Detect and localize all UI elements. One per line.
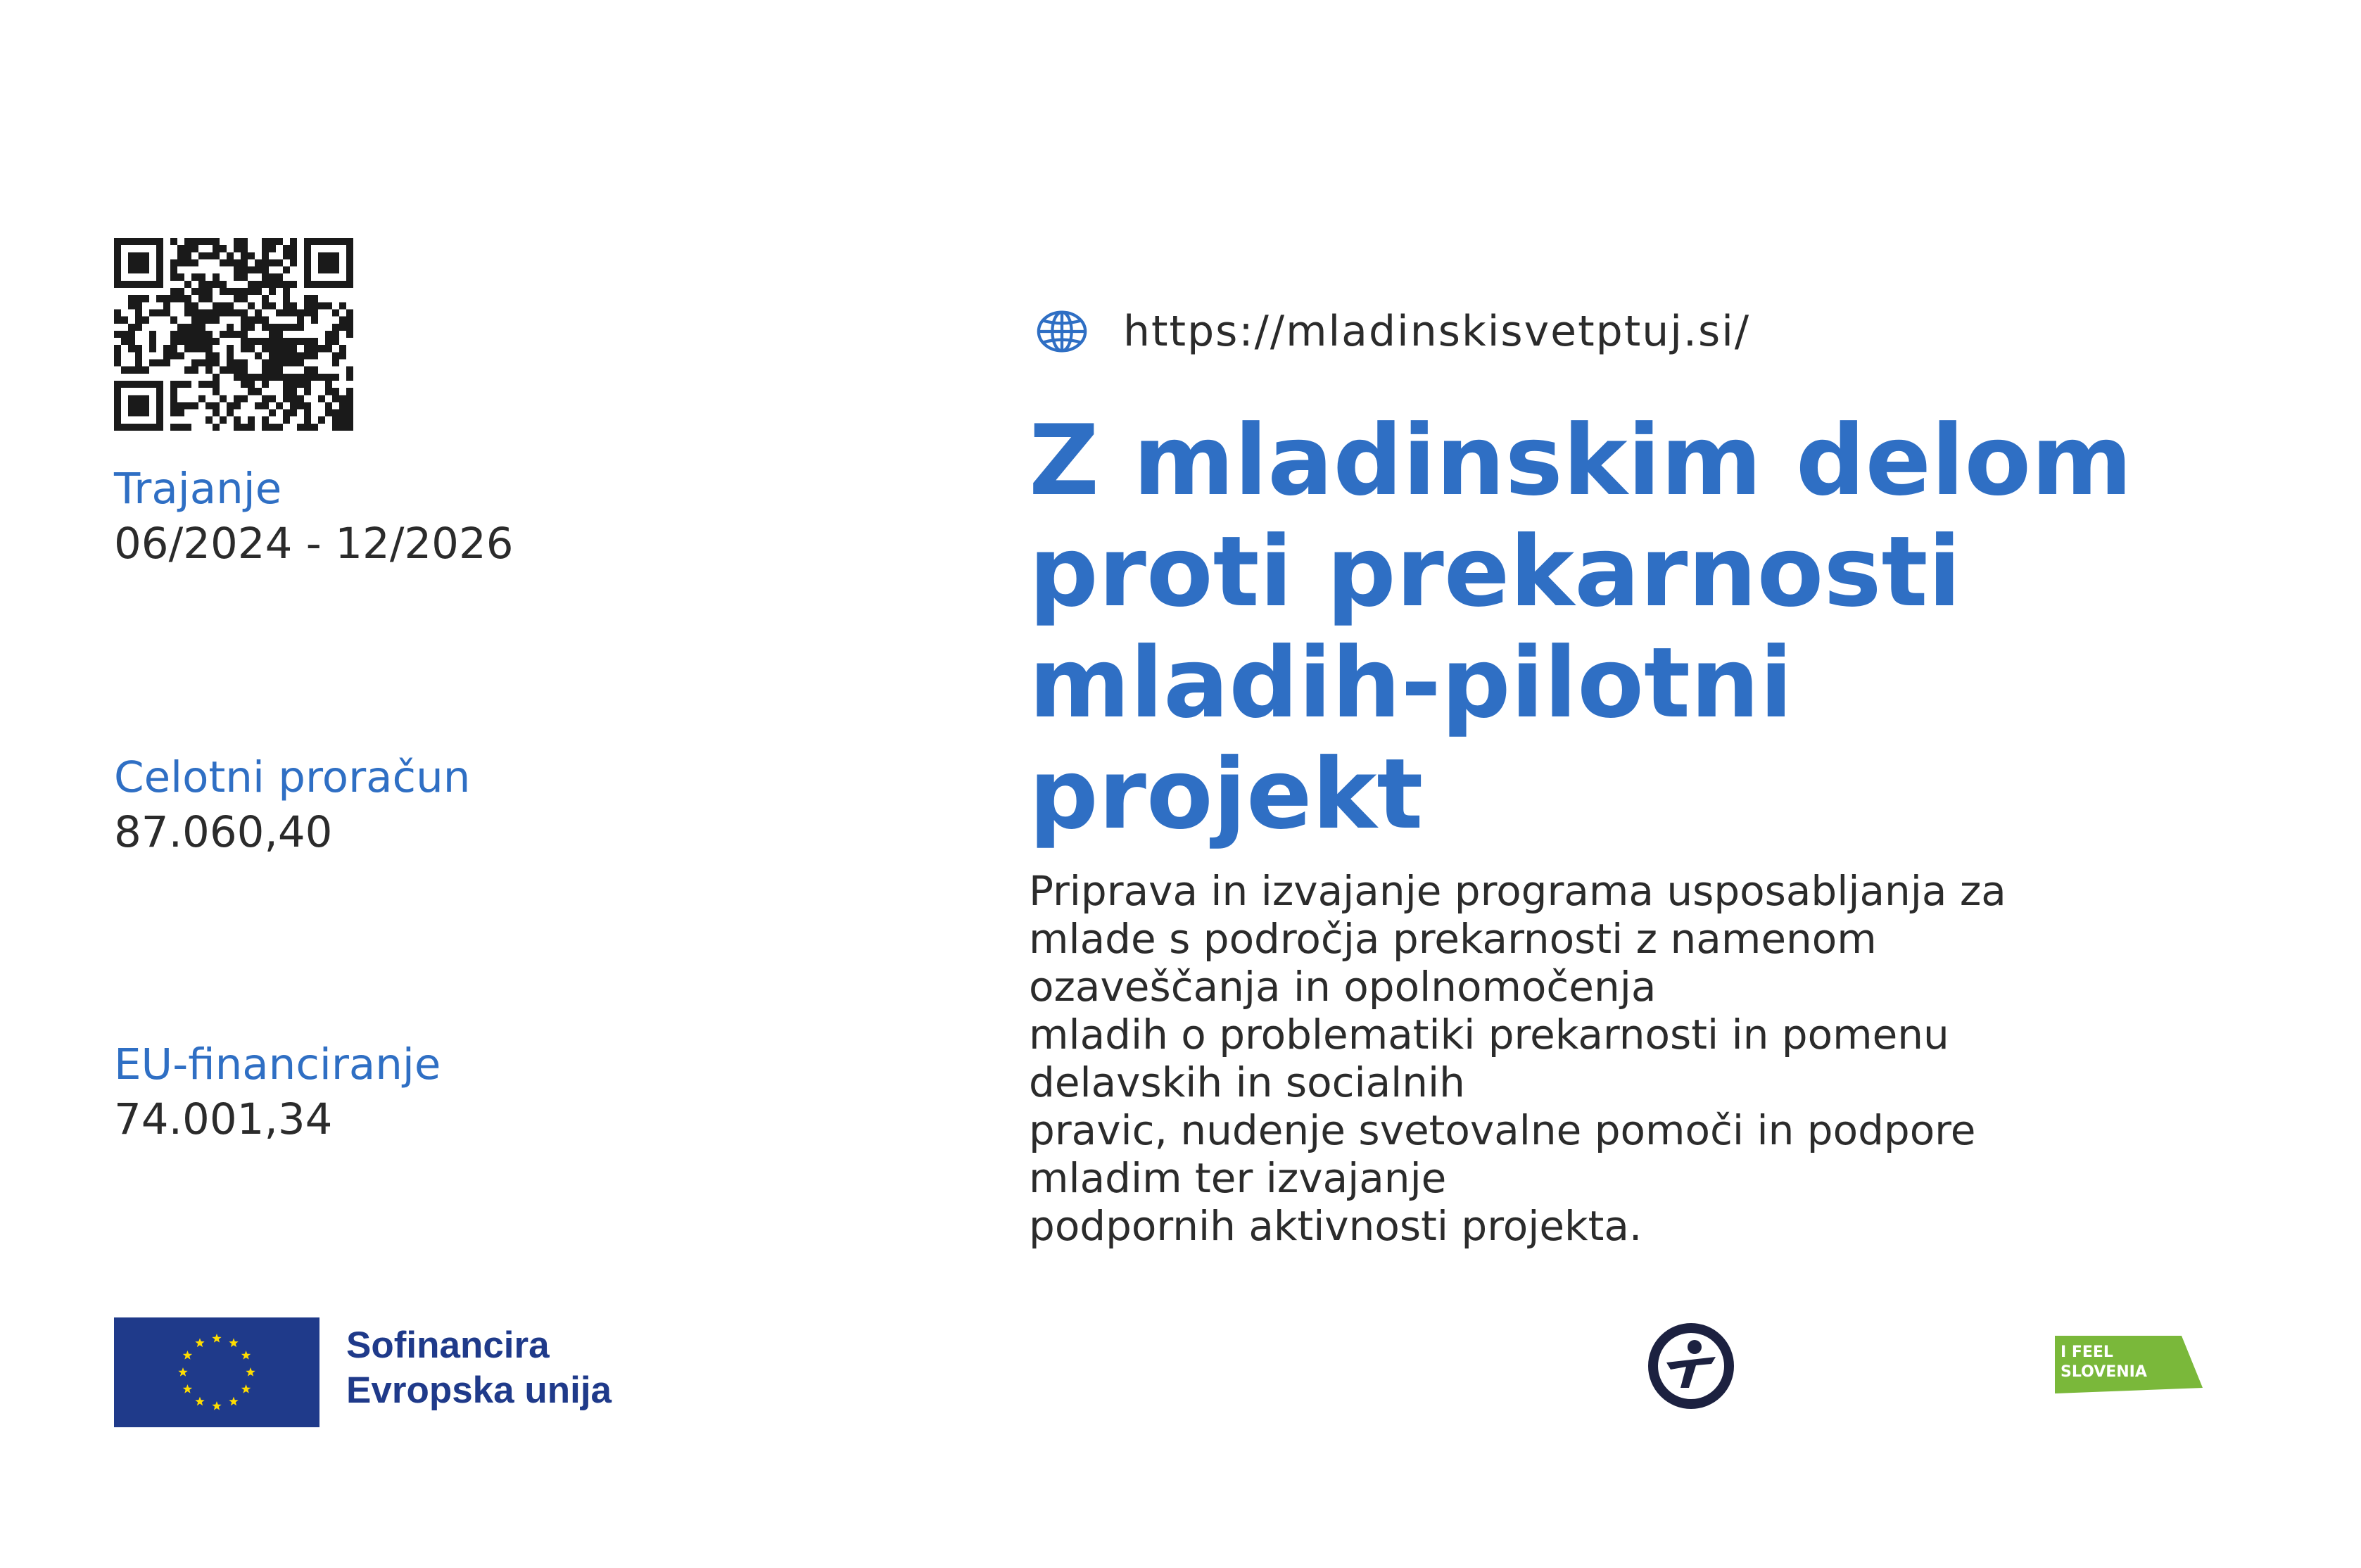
duration-value: 06/2024 - 12/2026 (114, 519, 514, 569)
title-line: proti prekarnosti (1029, 515, 1961, 628)
description-line: mladih o problematiki prekarnosti in pomenu (1029, 1011, 1949, 1058)
description-line: pravic, nudenje svetovalne pomoči in podpore (1029, 1106, 1976, 1154)
description-line: Priprava in izvajanje programa usposabljanja za (1029, 867, 2006, 915)
eu-flag-icon (114, 1317, 319, 1427)
budget-label: Celotni proračun (114, 752, 471, 802)
project-description (1029, 867, 2281, 1250)
youth-council-logo-icon (1638, 1320, 1744, 1412)
globe-icon (1034, 309, 1089, 354)
qr-code-icon[interactable] (114, 238, 353, 431)
svg-text:I FEEL: I FEEL (2061, 1343, 2113, 1361)
description-line: mlade s področja prekarnosti z namenom (1029, 915, 1877, 963)
i-feel-slovenia-logo (2055, 1336, 2203, 1393)
website-link[interactable] (1034, 307, 1750, 356)
description-line: podpornih aktivnosti projekta. (1029, 1202, 1642, 1250)
title-line: mladih-pilotni (1029, 626, 1793, 740)
budget-value: 87.060,40 (114, 807, 333, 857)
eu-funding-value: 74.001,34 (114, 1094, 333, 1144)
eu-line-1: Sofinancira (346, 1324, 550, 1366)
duration-label: Trajanje (114, 464, 282, 514)
title-line: projekt (1029, 738, 1424, 851)
website-url[interactable]: https://mladinskisvetptuj.si/ (1123, 307, 1751, 356)
eu-funding-label: EU-financiranje (114, 1039, 441, 1089)
title-line: Z mladinskim delom (1029, 404, 2132, 517)
svg-text:SLOVENIA: SLOVENIA (2061, 1363, 2147, 1381)
eu-line-2: Evropska unija (346, 1370, 612, 1411)
description-line: mladim ter izvajanje (1029, 1154, 1447, 1202)
eu-cofunding-text (346, 1323, 612, 1413)
project-title (1029, 405, 2296, 850)
description-line: ozaveščanja in opolnomočenja (1029, 963, 1657, 1011)
description-line: delavskih in socialnih (1029, 1058, 1465, 1106)
